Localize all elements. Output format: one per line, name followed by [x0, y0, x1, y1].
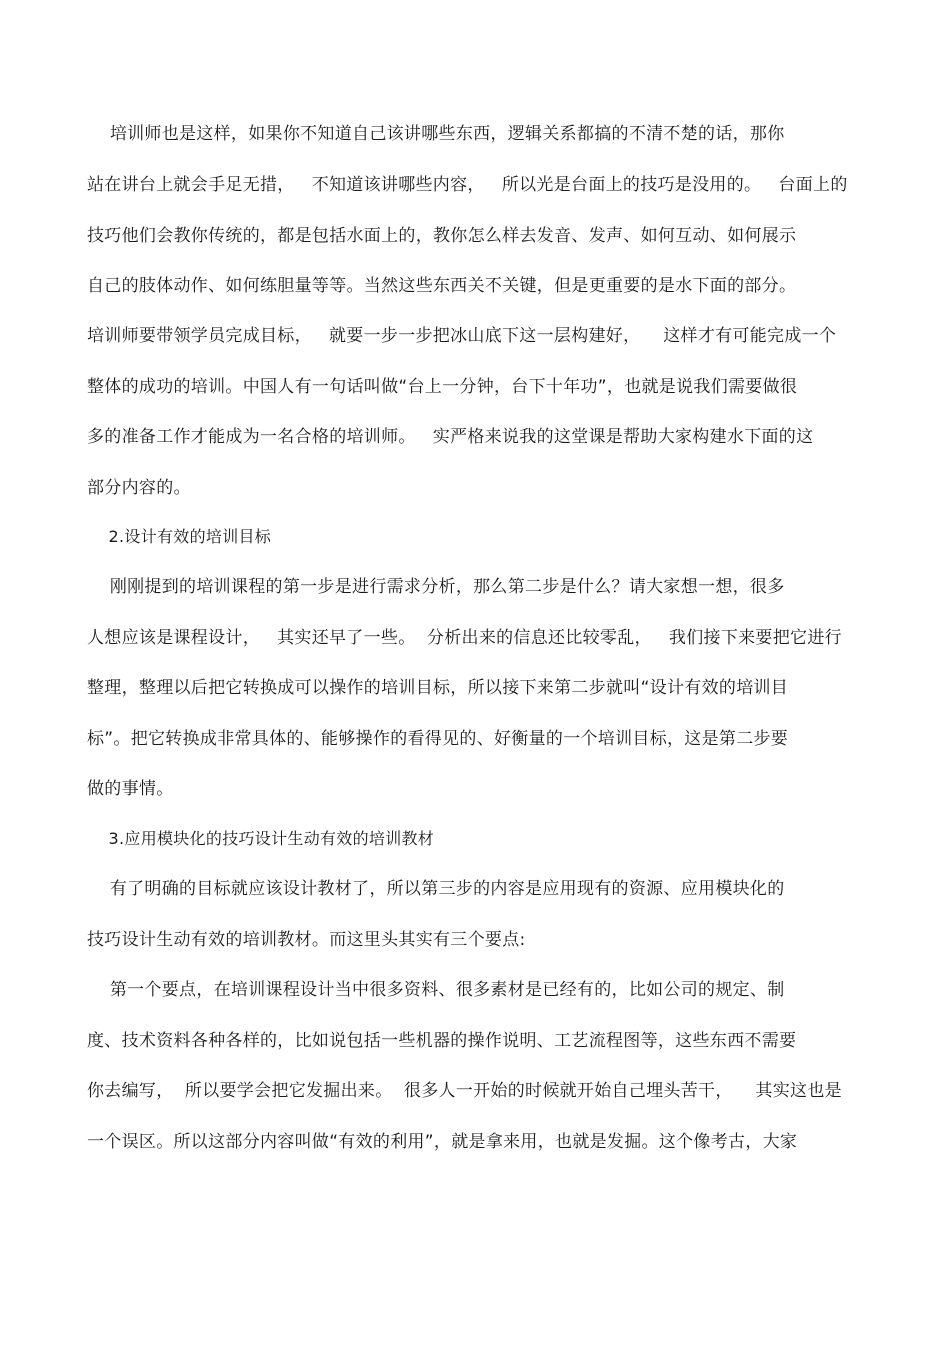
- text-line: 部分内容的。: [87, 478, 191, 498]
- text-line: 整理，整理以后把它转换成可以操作的培训目标，所以接下来第二步就叫“设计有效的培训目: [87, 678, 789, 698]
- text-line: 技巧他们会教你传统的，都是包括水面上的，教你怎么样去发音、发声、如何互动、如何展示: [87, 226, 797, 246]
- section-heading: 2.设计有效的培训目标: [87, 527, 272, 546]
- text-line: 培训师也是这样，如果你不知道自己该讲哪些东西，逻辑关系都搞的不清不楚的话，那你: [87, 124, 785, 144]
- text-line: 整体的成功的培训。中国人有一句话叫做“台上一分钟，台下十年功”，也就是说我们需要做很: [87, 377, 798, 397]
- text-line: 标”。把它转换成非常具体的、能够操作的看得见的、好衡量的一个培训目标，这是第二步要: [87, 729, 789, 749]
- text-line: 一个误区。所以这部分内容叫做“有效的利用”，就是拿来用，也就是发掘。这个像考古，大家: [87, 1132, 798, 1152]
- text-line: 第一个要点，在培训课程设计当中很多资料、很多素材是已经有的，比如公司的规定、制: [87, 980, 785, 1000]
- text-line: 人想应该是课程设计， 其实还早了一些。 分析出来的信息还比较零乱， 我们接下来要把它进行: [87, 628, 842, 648]
- text-line: 刚刚提到的培训课程的第一步是进行需求分析，那么第二步是什么？请大家想一想，很多: [87, 577, 785, 597]
- text-line: 有了明确的目标就应该设计教材了，所以第三步的内容是应用现有的资源、应用模块化的: [87, 879, 785, 899]
- text-line: 自己的肢体动作、如何练胆量等等。当然这些东西关不关键，但是更重要的是水下面的部分。: [87, 276, 797, 296]
- text-line: 站在讲台上就会手足无措， 不知道该讲哪些内容， 所以光是台面上的技巧是没用的。 台面上的: [87, 175, 848, 195]
- text-line: 多的准备工作才能成为一名合格的培训师。 实严格来说我的这堂课是帮助大家构建水下面的这: [87, 427, 814, 447]
- text-line: 度、技术资料各种各样的，比如说包括一些机器的操作说明、工艺流程图等，这些东西不需要: [87, 1031, 797, 1051]
- section-heading: 3.应用模块化的技巧设计生动有效的培训教材: [87, 829, 435, 848]
- text-line: 技巧设计生动有效的培训教材。而这里头其实有三个要点:: [87, 930, 526, 950]
- text-line: 你去编写， 所以要学会把它发掘出来。 很多人一开始的时候就开始自己埋头苦干， 其实这也是: [87, 1081, 842, 1101]
- text-line: 做的事情。: [87, 779, 174, 799]
- text-line: 培训师要带领学员完成目标， 就要一步一步把冰山底下这一层构建好， 这样才有可能完成一个: [87, 326, 837, 346]
